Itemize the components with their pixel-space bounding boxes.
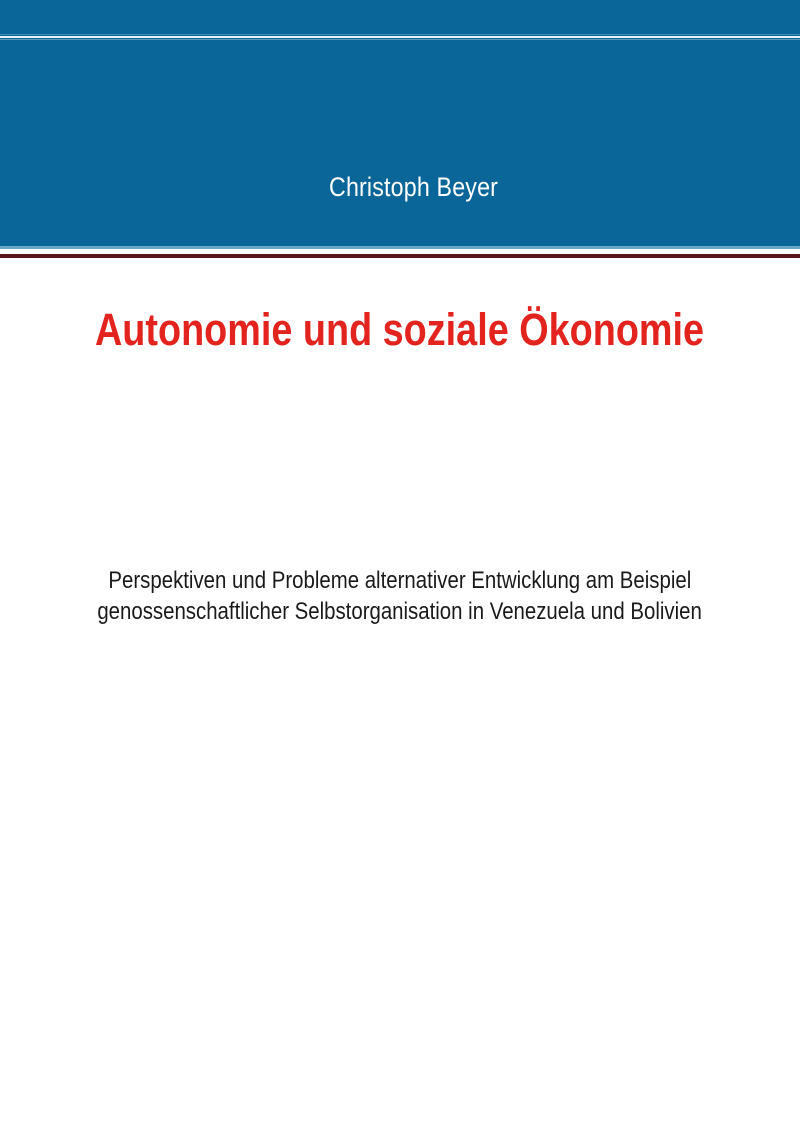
header-band [0, 0, 800, 248]
author-name: Christoph Beyer [329, 172, 499, 202]
subtitle-line-2 [0, 596, 800, 627]
title-block [0, 303, 800, 357]
header-bottom-accent-rule [0, 254, 800, 258]
header-top-rule [0, 34, 800, 41]
subtitle-line-1 [0, 565, 800, 596]
cover-blank-area [0, 650, 800, 1132]
book-title: Autonomie und soziale Ökonomie [95, 304, 705, 355]
subtitle-line-1-text: Perspektiven und Probleme alternativer Entwicklung am Beispiel [108, 567, 692, 594]
subtitle-block [0, 565, 800, 627]
header-top-rule-line-lower [0, 39, 800, 40]
header-top-rule-line-upper [0, 34, 800, 35]
header-top-rule-line-white [0, 36, 800, 38]
subtitle-line-2-text: genossenschaftlicher Selbstorganisation in Venezuela und Bolivien [97, 598, 703, 625]
